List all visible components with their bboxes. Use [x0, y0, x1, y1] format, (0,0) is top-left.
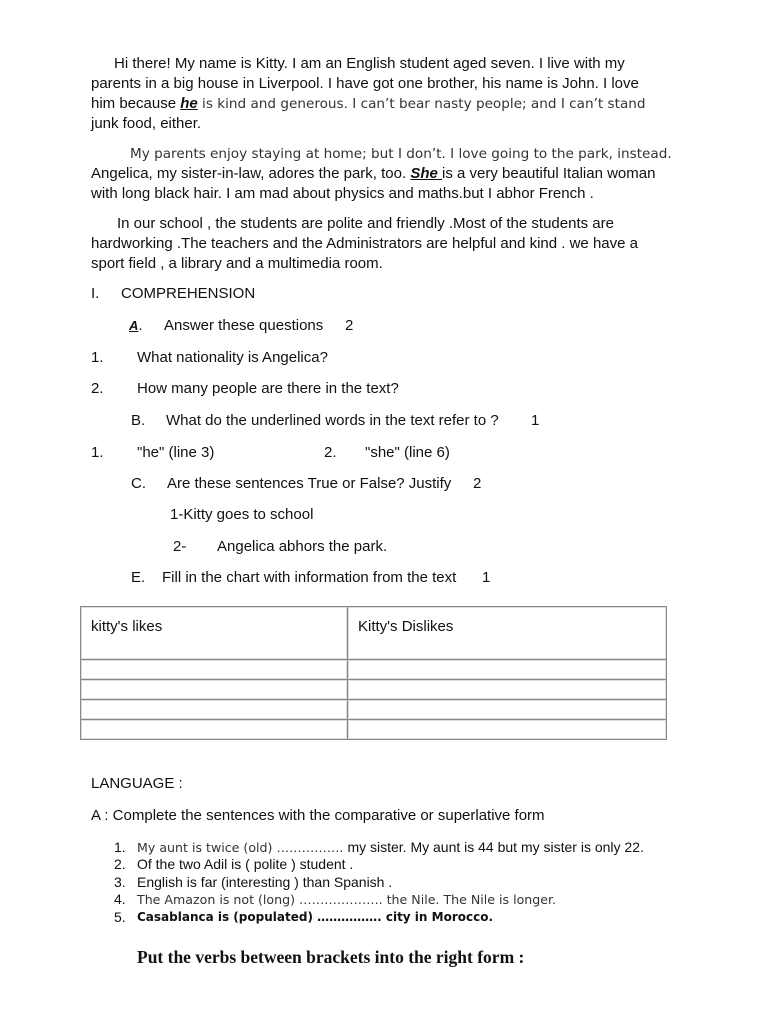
question-2-number: 2.: [91, 380, 104, 397]
language-item-3-number: 3.: [114, 874, 126, 890]
section-a-dot: .: [138, 317, 143, 334]
passage-p3-line-3: sport field , a library and a multimedia room.: [91, 255, 383, 272]
language-item-4: The Amazon is not (long) ……………….. the Nile. The Nile is longer.: [137, 892, 557, 907]
language-item-2-number: 2.: [114, 856, 126, 872]
passage-p1-line-1: Hi there! My name is Kitty. I am an English student aged seven. I live with my: [114, 55, 625, 72]
underlined-word-he: he: [180, 95, 198, 112]
likes-cell[interactable]: [81, 700, 348, 720]
section-e-points: 1: [482, 569, 491, 586]
question-1-number: 1.: [91, 349, 104, 366]
passage-p2-line-2: [91, 164, 691, 184]
language-item-5: Casablanca is (populated) ……………. city in Morocco.: [137, 910, 494, 924]
underlined-word-she: She: [410, 165, 442, 182]
likes-cell[interactable]: [81, 720, 348, 740]
passage-p2-line-2-start: Angelica, my sister-in-law, adores the park, too.: [91, 165, 411, 182]
passage-paragraph-2: [91, 144, 691, 204]
question-1-text: What nationality is Angelica?: [137, 349, 328, 366]
passage-paragraph-1: [91, 54, 691, 134]
section-c-instruction: Are these sentences True or False? Justify: [167, 475, 452, 492]
passage-paragraph-3: [91, 214, 691, 274]
section-e-letter: E.: [131, 569, 146, 586]
passage-p1-line-2: parents in a big house in Liverpool. I have got one brother, his name is John. I love: [91, 75, 639, 92]
language-item-2: Of the two Adil is ( polite ) student .: [137, 856, 354, 872]
passage-p1-line-3-end: is kind and generous. I can’t bear nasty people; and I can’t stand: [197, 96, 646, 112]
b-item-1-text: "he" (line 3): [137, 444, 215, 461]
passage-p1-line-3: [91, 94, 691, 114]
b-item-2-text: "she" (line 6): [365, 444, 450, 461]
dislikes-cell[interactable]: [348, 660, 667, 680]
chart-row: [81, 680, 667, 700]
dislikes-cell[interactable]: [348, 700, 667, 720]
passage-p3-line-1: In our school , the students are polite and friendly .Most of the students are: [117, 215, 614, 232]
section-a-letter: A: [129, 318, 139, 333]
language-item-1: [137, 839, 644, 855]
passage-p3-line-2: hardworking .The teachers and the Administrators are helpful and kind . we have a: [91, 235, 638, 252]
passage-p2-line-1: My parents enjoy staying at home; but I don’t. I love going to the park, instead.: [130, 146, 672, 162]
language-item-1-end: my sister. My aunt is 44 but my sister is only 22.: [347, 839, 644, 855]
language-instruction: A : Complete the sentences with the comparative or superlative form: [91, 807, 545, 824]
chart-row: [81, 660, 667, 680]
question-2-text: How many people are there in the text?: [137, 380, 399, 397]
likes-header: kitty's likes: [91, 618, 163, 635]
section-b-points: 1: [531, 412, 540, 429]
c-statement-2-text: Angelica abhors the park.: [217, 538, 388, 555]
comprehension-heading: COMPREHENSION: [121, 285, 256, 302]
likes-dislikes-chart: [80, 606, 667, 740]
section-b-letter: B.: [131, 412, 146, 429]
dislikes-header-cell: [348, 607, 667, 660]
comprehension-numeral: I.: [91, 285, 100, 302]
section-a-instruction: Answer these questions: [164, 317, 324, 334]
language-item-5-number: 5.: [114, 909, 126, 925]
b-item-1-number: 1.: [91, 444, 104, 461]
language-item-4-number: 4.: [114, 891, 126, 907]
dislikes-cell[interactable]: [348, 680, 667, 700]
c-statement-1: 1-Kitty goes to school: [170, 506, 314, 523]
language-item-1-start: My aunt is twice (old) …………….: [137, 840, 348, 855]
likes-cell[interactable]: [81, 680, 348, 700]
chart-row: [81, 720, 667, 740]
chart-row: [81, 700, 667, 720]
section-a-points: 2: [345, 317, 354, 334]
section-b-instruction: What do the underlined words in the text refer to ?: [166, 412, 499, 429]
section-c-letter: C.: [131, 475, 146, 492]
verbs-section-title: Put the verbs between brackets into the right form :: [137, 947, 525, 967]
language-item-1-number: 1.: [114, 839, 126, 855]
dislikes-header: Kitty's Dislikes: [358, 618, 454, 635]
language-heading: LANGUAGE :: [91, 775, 183, 792]
section-a-label: [129, 317, 143, 334]
likes-header-cell: [81, 607, 348, 660]
passage-p1-line-3-start: him because: [91, 95, 181, 112]
dislikes-cell[interactable]: [348, 720, 667, 740]
passage-p1-line-4: junk food, either.: [91, 115, 202, 132]
passage-p2-line-3: with long black hair. I am mad about physics and maths.but I abhor French .: [91, 185, 594, 202]
passage-p2-line-2-end: is a very beautiful Italian woman: [442, 165, 656, 182]
likes-cell[interactable]: [81, 660, 348, 680]
section-e-instruction: Fill in the chart with information from the text: [162, 569, 457, 586]
chart-header-row: [81, 607, 667, 660]
language-item-3: English is far (interesting ) than Spanish .: [137, 874, 393, 890]
section-c-points: 2: [473, 475, 482, 492]
b-item-2-number: 2.: [324, 444, 337, 461]
c-statement-2-number: 2-: [173, 538, 187, 555]
